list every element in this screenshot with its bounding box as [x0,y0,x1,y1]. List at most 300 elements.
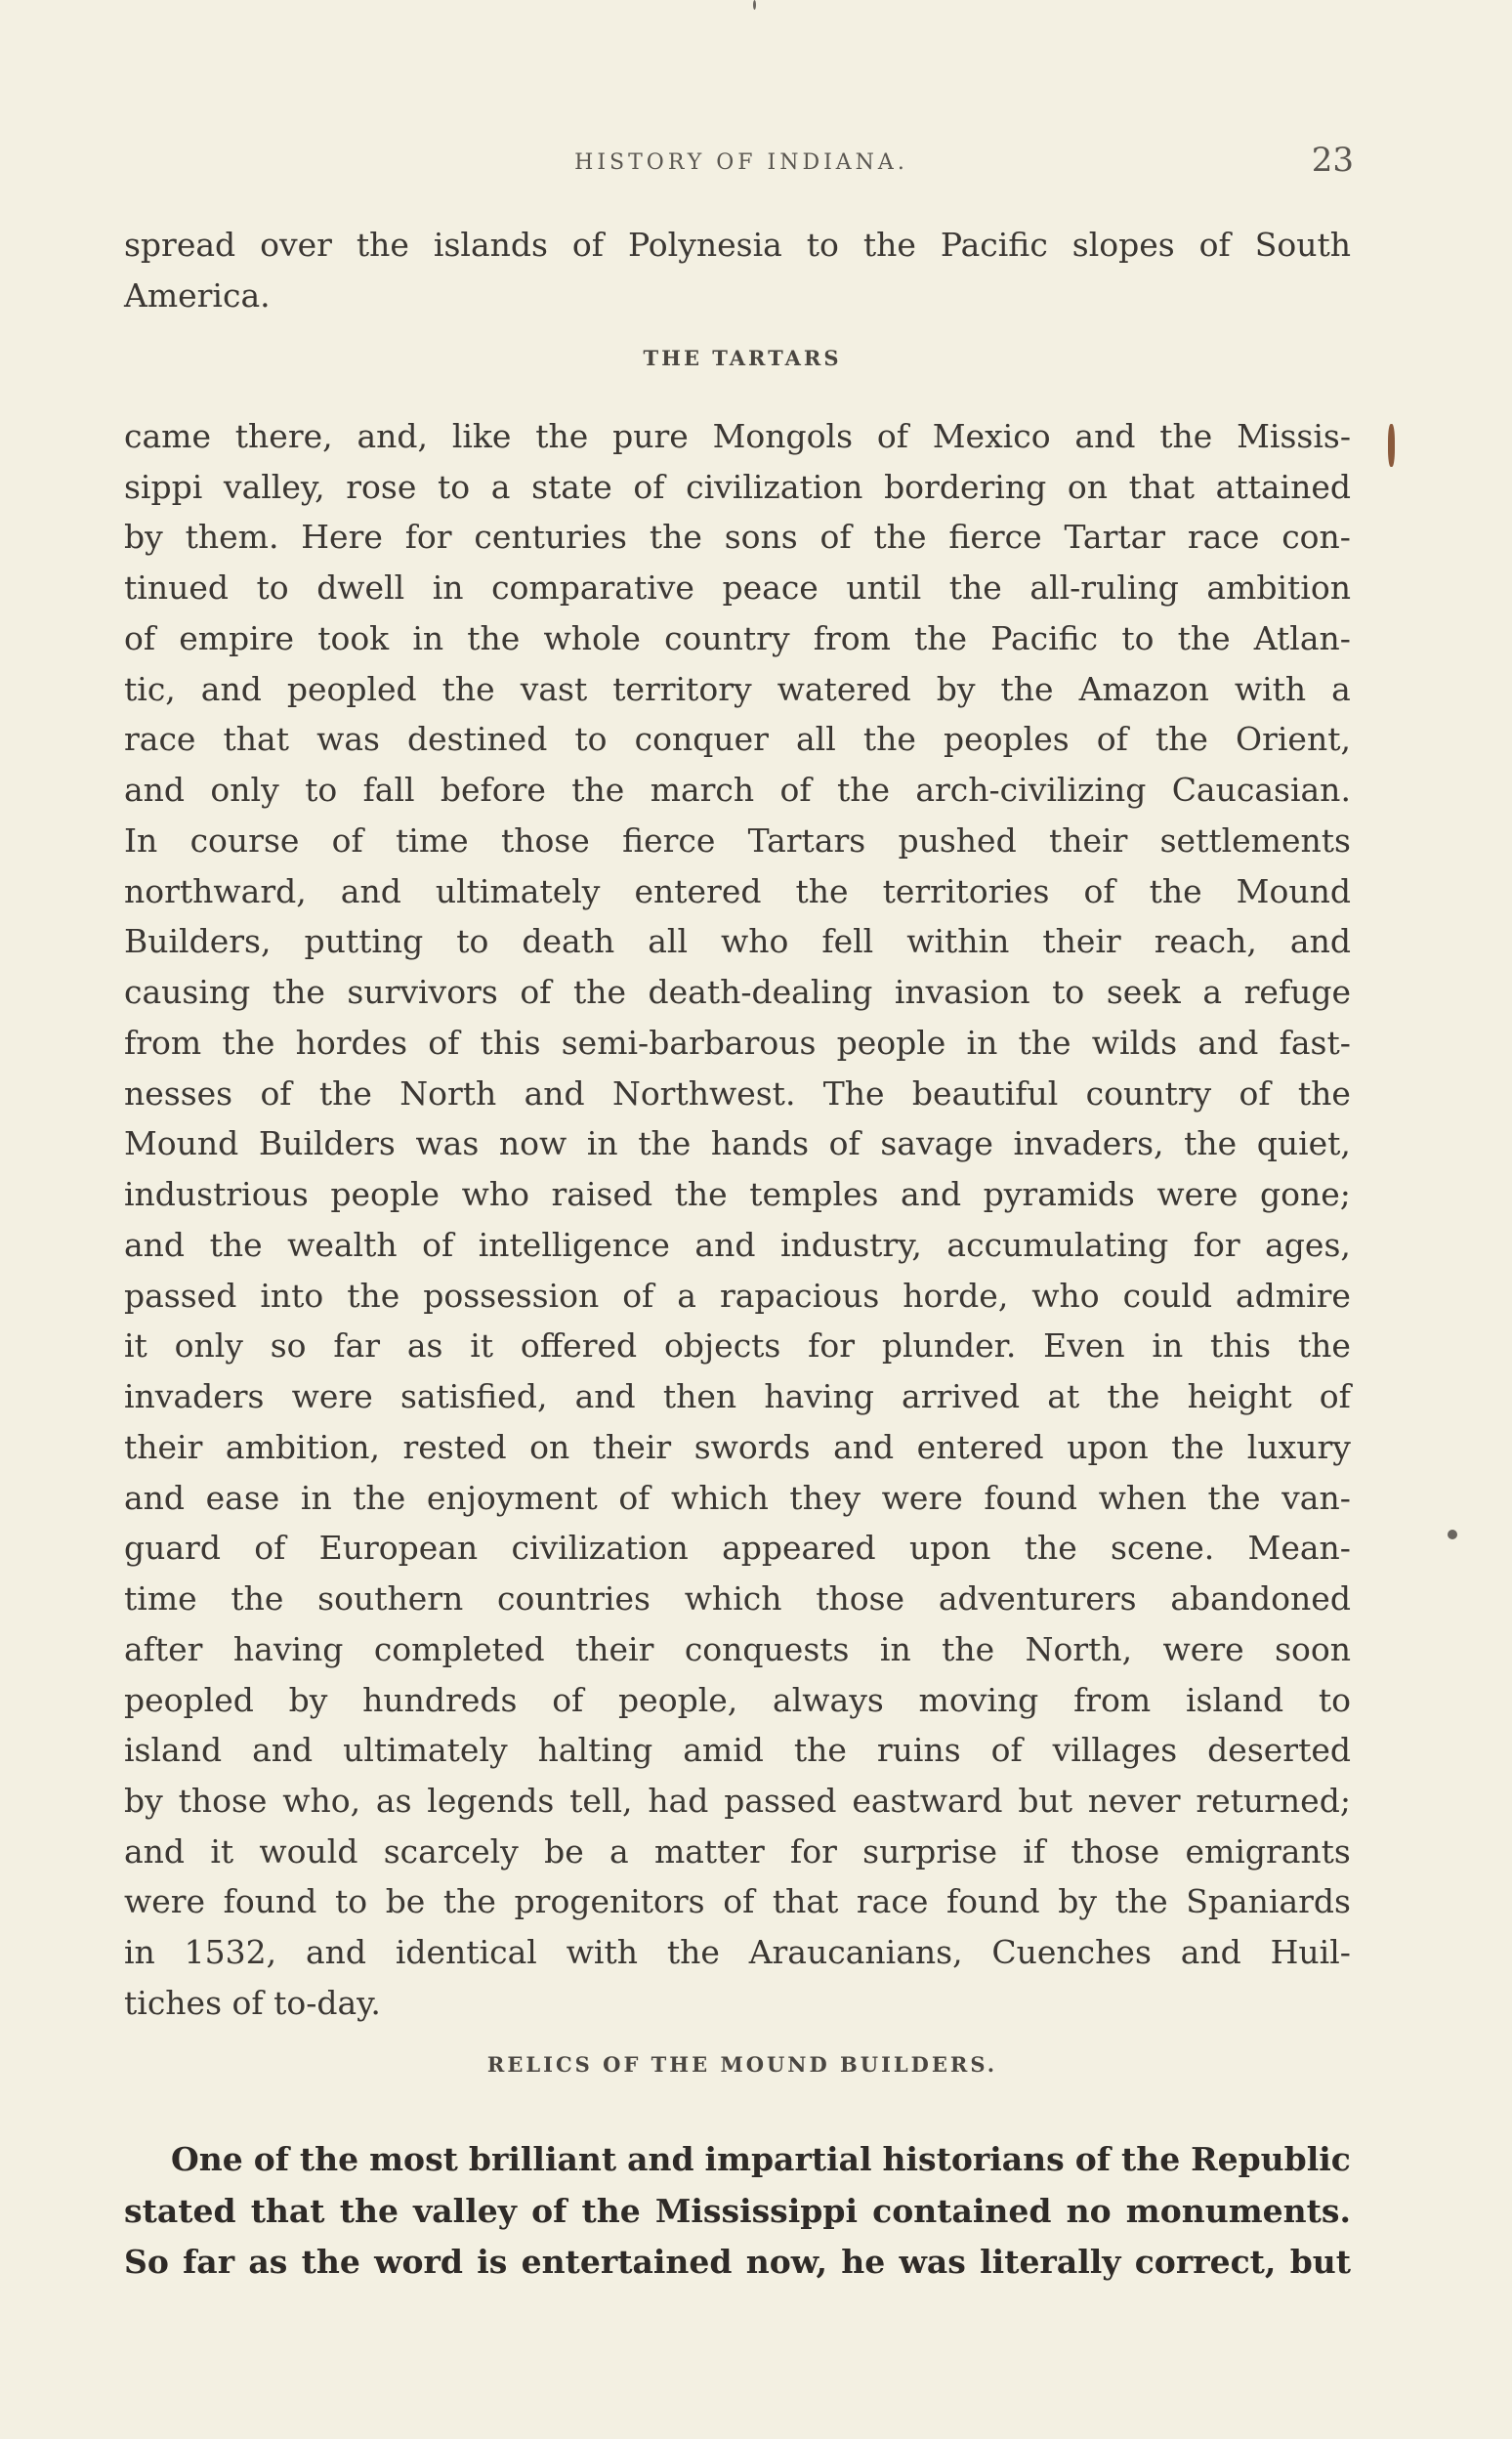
word: amid [683,1731,764,1770]
word: only [174,1326,243,1366]
word: this [480,1023,541,1062]
word: Missis- [1237,417,1351,455]
word: the [1297,1073,1351,1113]
word: far [183,2243,235,2281]
word: the [1155,720,1208,759]
word: and [252,1731,314,1770]
word: the [571,771,625,810]
text-line [124,518,1351,557]
word: Builders, [124,922,272,961]
word: into [260,1276,324,1315]
word: of [253,2140,289,2178]
word: a [1202,973,1223,1012]
word: rapacious [719,1276,880,1315]
word: and [524,1073,585,1113]
word: enjoyment [426,1478,598,1517]
text-line [124,1226,1351,1265]
word: of [618,1478,651,1517]
word: South [1254,226,1351,264]
word: matter [653,1831,765,1871]
word: race [124,720,196,759]
word: it [470,1326,494,1366]
word: the [649,518,702,557]
word: the [467,618,521,657]
word: so [270,1326,307,1366]
word: by [124,1781,163,1820]
word: Amazon [1078,669,1209,708]
word: of [1083,871,1115,910]
text-line [124,1024,1351,1063]
word: the [301,2243,360,2281]
word: sons [724,518,798,557]
word: who [721,922,789,961]
word: of [552,1680,584,1719]
word: to [438,467,471,506]
word: putting [304,922,424,961]
word: of [633,467,665,506]
word: time [124,1579,197,1619]
word: over [260,226,332,264]
word: when [1098,1478,1187,1517]
word: deserted [1207,1731,1351,1770]
text-line [124,1933,1351,1972]
word: raised [551,1175,653,1214]
word: height [1187,1377,1292,1416]
word: of [571,226,604,264]
word: and [574,1377,636,1416]
word: entered [916,1427,1044,1466]
text-line [124,226,1351,265]
word: on [529,1427,570,1466]
word: peopled [124,1680,254,1719]
word: of [428,1023,460,1062]
word: peoples [944,720,1070,759]
word: a [490,467,511,506]
word: the [1159,417,1213,455]
word: comparative [491,568,694,608]
word: by [288,1680,328,1719]
word: that [772,1882,839,1921]
word: bordering [884,467,1047,506]
word: from [124,1023,202,1062]
word: Mongols [712,417,854,455]
word: death-dealing [648,973,873,1012]
word: fierce [622,820,716,860]
word: peace [722,568,819,608]
text-line [124,1428,1351,1467]
word: the [442,1882,496,1921]
word: the [638,1124,692,1163]
word: a [677,1276,696,1315]
word: was [316,720,380,759]
word: nesses [124,1073,233,1113]
word: people [330,1175,441,1214]
word: contained [872,2191,1052,2230]
word: brilliant [468,2140,617,2178]
word: a [1331,669,1351,708]
word: Mean- [1247,1529,1351,1568]
text-line [124,619,1351,658]
word: the [441,669,495,708]
word: industry, [779,1225,922,1264]
word: the [1107,1377,1160,1416]
word: then [662,1377,737,1416]
word: far [333,1326,381,1366]
word: and [901,1175,962,1214]
word: of [124,618,156,657]
word: time [396,820,469,860]
word: the [353,1478,406,1517]
word: their [575,1629,654,1668]
word: the [1171,1427,1225,1466]
word: fierce [948,518,1042,557]
word: the [942,1629,995,1668]
word: of [422,1225,454,1264]
word: gone; [1259,1175,1351,1214]
word: civilization [686,467,863,506]
word: abandoned [1170,1579,1351,1619]
word: accumulating [946,1225,1169,1264]
text-line [124,2192,1351,2231]
word: North, [1025,1629,1133,1668]
word: the [347,1276,400,1315]
word: those [178,1781,268,1820]
word: halting [537,1731,653,1770]
word: the [222,1023,275,1062]
text-line [124,1377,1351,1416]
word: at [1047,1377,1080,1416]
word: them. [185,518,279,557]
word: to [1052,973,1085,1012]
word: attained [1215,467,1351,506]
word: dwell [316,568,405,608]
text-line [124,1731,1351,1770]
word: semi-barbarous [561,1023,817,1062]
word: One [171,2140,243,2178]
word: in [300,1478,332,1517]
word: of [1096,720,1128,759]
text-line [124,1479,1351,1518]
word: surprise [862,1831,998,1871]
word: and [305,1933,367,1972]
word: and [124,1478,186,1517]
text-line [124,1579,1351,1619]
word: the [666,1933,720,1972]
word: their [1048,820,1128,860]
word: ambition [1206,568,1351,608]
word: Pacific [990,618,1099,657]
word: in [432,568,464,608]
word: with [566,1933,638,1972]
word: historians [882,2140,1065,2178]
word: territories [882,871,1050,910]
text-line [124,771,1351,810]
word: race [856,1882,929,1921]
word: of [1198,226,1231,264]
word: completed [373,1629,545,1668]
word: for [808,1326,856,1366]
word: of [876,417,908,455]
word: it [210,1831,234,1871]
word: valley, [223,467,325,506]
word: of [622,1276,654,1315]
word: most [369,2140,458,2178]
word: of [254,1529,286,1568]
word: on [1067,467,1108,506]
word: tinued [124,568,229,608]
word: and [1074,417,1136,455]
word: as [248,2243,288,2281]
word: of [779,771,812,810]
word: and [200,669,262,708]
word: from [813,618,891,657]
text-line [124,1074,1351,1114]
word: the [356,226,409,264]
word: entertained [521,2243,733,2281]
word: that [223,720,289,759]
word: and, [357,417,428,455]
word: destined [407,720,548,759]
word: tell, [569,1781,633,1820]
word: valley [413,2191,517,2230]
word: Tartars [747,820,866,860]
text-line [124,1326,1351,1366]
word: people, [618,1680,738,1719]
word: Cuenches [991,1933,1152,1972]
word: Even [1043,1326,1125,1366]
word: Mound [1236,871,1351,910]
word: North [399,1073,497,1113]
word: returned; [1196,1781,1351,1820]
word: wilds [1091,1023,1178,1062]
word: always [773,1680,884,1719]
word: stated [124,2191,236,2230]
word: plunder. [881,1326,1017,1366]
word: intelligence [478,1225,670,1264]
word: upon [1067,1427,1149,1466]
word: ambition, [225,1427,380,1466]
word: those [1071,1831,1160,1871]
word: vast [520,669,588,708]
word: to [1121,618,1155,657]
word: eastward [852,1781,1003,1820]
word: beautiful [911,1073,1059,1113]
word: empire [179,618,295,657]
word: country [664,618,790,657]
word: never [1087,1781,1181,1820]
word: causing [124,973,251,1012]
word: were [124,1882,206,1921]
word: island [1185,1680,1284,1719]
word: to [305,771,338,810]
word: the [948,568,1002,608]
word: it [124,1326,147,1366]
word: found [945,1882,1040,1921]
word: who [1031,1276,1100,1315]
word: Tartar [1064,518,1166,557]
word: the [674,1175,728,1214]
word: islands [433,226,548,264]
word: now [498,1124,567,1163]
word: Northwest. [611,1073,796,1113]
running-title: HISTORY OF INDIANA. [574,150,908,175]
section-heading-relics-of-the-mound-builders: RELICS OF THE MOUND BUILDERS. [486,2052,998,2077]
word: until [846,568,922,608]
text-line [124,1277,1351,1316]
word: having [232,1629,344,1668]
word: spread [124,226,236,264]
word: the [914,618,968,657]
word: their [592,1427,672,1466]
word: island [124,1731,223,1770]
word: but [1289,2243,1351,2281]
word: wealth [287,1225,398,1264]
word: to [456,922,489,961]
word: the [339,2191,399,2230]
word: swords [693,1427,811,1466]
word: rested [402,1427,507,1466]
word: the [318,1073,372,1113]
word: emigrants [1185,1831,1351,1871]
word: Atlan- [1253,618,1351,657]
word: the [1149,871,1202,910]
word: passed [124,1276,237,1315]
word: for [790,1831,837,1871]
word: their [1042,922,1121,961]
word: scarcely [383,1831,519,1871]
word: guard [124,1529,221,1568]
word: the [873,518,927,557]
word: the [231,1579,284,1619]
text-line [171,2140,1351,2179]
word: Here [301,518,383,557]
word: Caucasian. [1171,771,1351,810]
word: and [124,1225,186,1264]
word: the [581,2191,641,2230]
word: seek [1106,973,1181,1012]
word: hands [710,1124,810,1163]
word: the [862,720,916,759]
word: were [1162,1629,1244,1668]
word: country [1085,1073,1212,1113]
word: the [1207,1478,1261,1517]
word: Pacific [940,226,1048,264]
word: settlements [1159,820,1351,860]
text-line [124,922,1351,961]
word: would [259,1831,358,1871]
word: all-ruling [1029,568,1179,608]
word: arch-civilizing [915,771,1147,810]
word: by [1058,1882,1098,1921]
word: by [124,518,163,557]
word: invasion [894,973,1030,1012]
word: Mound [124,1124,239,1163]
word: of [520,973,552,1012]
word: satisfied, [399,1377,548,1416]
word: arrived [902,1377,1021,1416]
word: objects [663,1326,781,1366]
word: in [586,1124,618,1163]
text-line [124,1529,1351,1568]
text-line [124,1175,1351,1214]
word: state [531,467,612,506]
word: ease [205,1478,280,1517]
text-line [124,670,1351,709]
word: who [461,1175,529,1214]
word: luxury [1246,1427,1351,1466]
margin-ink-speck [1388,424,1395,467]
text-line [124,1782,1351,1821]
word: of [990,1731,1023,1770]
word: death [522,922,615,961]
word: there, [234,417,333,455]
word: a [609,1831,629,1871]
word: adventurers [938,1579,1137,1619]
word: pushed [898,820,1017,860]
word: as [375,1781,412,1820]
word: of [260,1073,292,1113]
word: Araucanians, [748,1933,963,1972]
word: appeared [722,1529,876,1568]
word: after [124,1629,203,1668]
word: now, [745,2243,827,2281]
text-line: tiches of to-day. [124,1983,381,2022]
word: literally [980,2243,1121,2281]
word: the [1184,1124,1238,1163]
word: ages, [1265,1225,1351,1264]
word: and [694,1225,756,1264]
word: scene. [1111,1529,1215,1568]
word: Republic [1191,2140,1351,2178]
word: 1532, [184,1933,277,1972]
word: legends [427,1781,555,1820]
text-line [124,568,1351,608]
word: ultimately [343,1731,508,1770]
word: progenitors [514,1882,705,1921]
word: he [841,2243,886,2281]
word: of [819,518,852,557]
word: upon [908,1529,991,1568]
word: who, [282,1781,361,1820]
word: villages [1052,1731,1178,1770]
word: monuments. [1125,2191,1351,2230]
text-line [124,1882,1351,1921]
word: course [189,820,300,860]
text-line [124,468,1351,507]
word: offered [520,1326,638,1366]
word: passed [724,1781,837,1820]
word: quiet, [1256,1124,1351,1163]
section-heading-the-tartars: THE TARTARS [643,346,842,370]
word: fall [362,771,415,810]
word: rose [346,467,417,506]
word: only [210,771,279,810]
word: found [223,1882,317,1921]
word: the [572,973,626,1012]
word: Polynesia [627,226,782,264]
word: had [648,1781,709,1820]
word: ultimately [435,871,601,910]
word: hordes [295,1023,408,1062]
word: possession [423,1276,600,1315]
word: be [544,1831,584,1871]
word: reach, [1154,922,1257,961]
text-line [124,872,1351,911]
word: correct, [1134,2243,1277,2281]
text-line [124,1630,1351,1669]
word: Spaniards [1186,1882,1351,1921]
text-line [124,720,1351,759]
